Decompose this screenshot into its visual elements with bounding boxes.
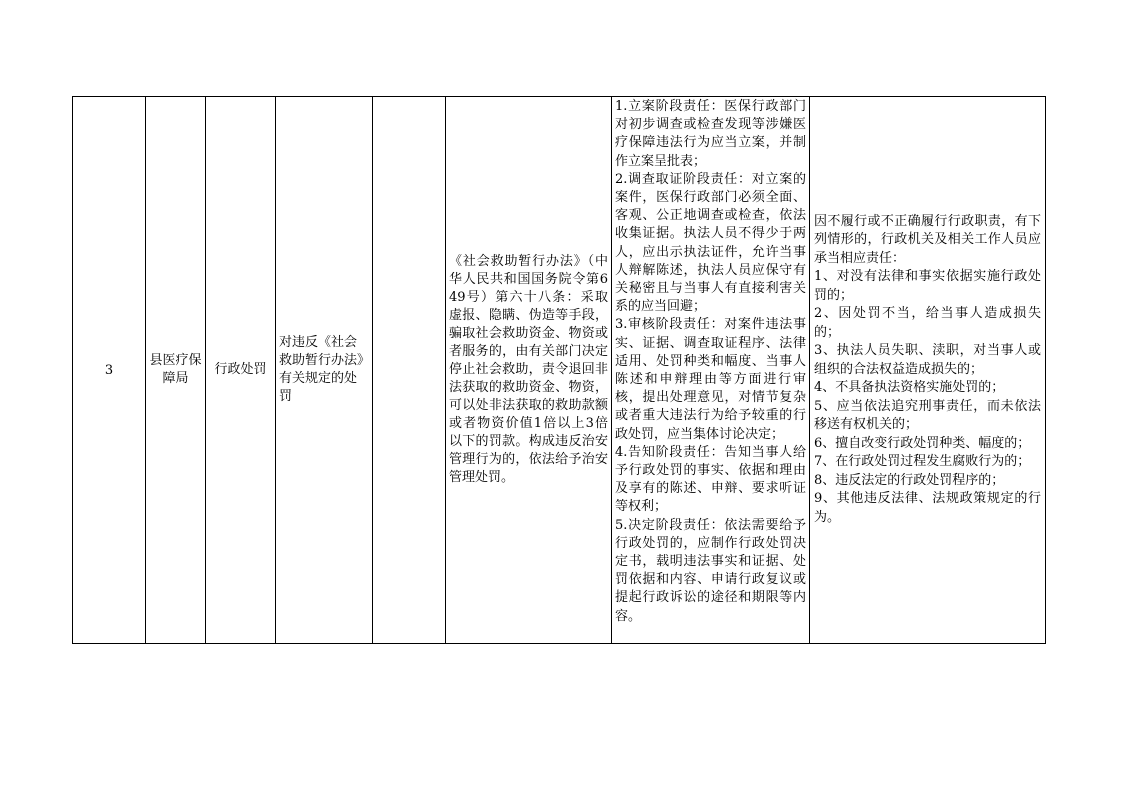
power-item-name: 对违反《社会救助暂行办法》有关规定的处罚 bbox=[279, 335, 364, 404]
accountability-item: 8、违反法定的行政处罚程序的； bbox=[814, 472, 1005, 488]
basis-cell bbox=[446, 97, 612, 644]
responsibility-item: 3.审核阶段责任：对案件违法事实、证据、调查取证程序、法律适用、处罚种类和幅度、当事人陈述和申辩理由等方面进行审核，提出处理意见，对情节复杂或者重大违法行为给予较重的行政处罚，应当集体讨论决定； bbox=[615, 317, 806, 442]
accountability-item: 5、应当依法追究刑事责任，而未依法移送有权机关的； bbox=[814, 398, 1041, 433]
accountability-item: 6、擅自改变行政处罚种类、幅度的； bbox=[814, 435, 1031, 451]
accountability-item: 1、对没有法律和事实依据实施行政处罚的； bbox=[814, 269, 1041, 303]
responsibility-item: 2.调查取证阶段责任：对立案的案件，医保行政部门必须全面、客观、公正地调查或检查，依法收集证据。执法人员不得少于两人，应出示执法证件，允许当事人辩解陈述，执法人员应保守有关秘密且与当事人有直接利害关系的应当回避； bbox=[615, 171, 806, 315]
accountability-item: 9、其他违反法律、法规政策规定的行为。 bbox=[814, 491, 1041, 525]
row-number-cell bbox=[73, 97, 146, 644]
sub-item-cell bbox=[373, 97, 446, 644]
accountability-item: 2、因处罚不当，给当事人造成损失的； bbox=[814, 306, 1041, 340]
responsibility-item: 5.决定阶段责任：依法需要给予行政处罚的，应制作行政处罚决定书，载明违法事实和证据、处罚依据和内容、申请行政复议或提起行政诉讼的途径和期限等内容。 bbox=[615, 517, 806, 624]
accountability-item: 7、在行政处罚过程发生腐败行为的； bbox=[814, 454, 1031, 470]
category-cell bbox=[206, 97, 276, 644]
department-cell bbox=[146, 97, 206, 644]
department-name: 县医疗保障局 bbox=[149, 353, 202, 386]
power-list-table bbox=[72, 96, 1046, 644]
responsibility-cell bbox=[612, 97, 810, 644]
row-number: 3 bbox=[104, 362, 114, 378]
power-category: 行政处罚 bbox=[214, 362, 267, 377]
item-cell bbox=[276, 97, 373, 644]
accountability-item: 4、不具备执法资格实施处罚的； bbox=[814, 380, 1005, 396]
responsibility-item: 4.告知阶段责任：告知当事人给予行政处罚的事实、依据和理由及享有的陈述、申辩、要求听证等权利； bbox=[615, 444, 806, 515]
accountability-item: 3、执法人员失职、渎职，对当事人或组织的合法权益造成损失的； bbox=[814, 343, 1041, 377]
accountability-list bbox=[810, 213, 1045, 528]
accountability-cell bbox=[810, 97, 1046, 644]
responsibility-list bbox=[612, 97, 809, 643]
responsibility-item: 1.立案阶段责任：医保行政部门对初步调查或检查发现等涉嫌医疗保障违法行为应当立案，并制作立案呈批表； bbox=[615, 99, 806, 169]
table-row bbox=[73, 97, 1046, 644]
accountability-intro: 因不履行或不正确履行行政职责，有下列情形的，行政机关及相关工作人员应承当相应责任： bbox=[814, 213, 1041, 266]
legal-basis-text: 《社会救助暂行办法》（中华人民共和国国务院令第649号）第六十八条：采取虚报、隐瞒、伪造等手段，骗取社会救助资金、物资或者服务的，由有关部门决定停止社会救助，责令退回非法获取的救助资金、物资，可以处非法获取的救助款额或者物资价值1倍以上3倍以下的罚款。构成违反治安管理行为的，依法给予治安管理处罚。 bbox=[449, 254, 608, 485]
